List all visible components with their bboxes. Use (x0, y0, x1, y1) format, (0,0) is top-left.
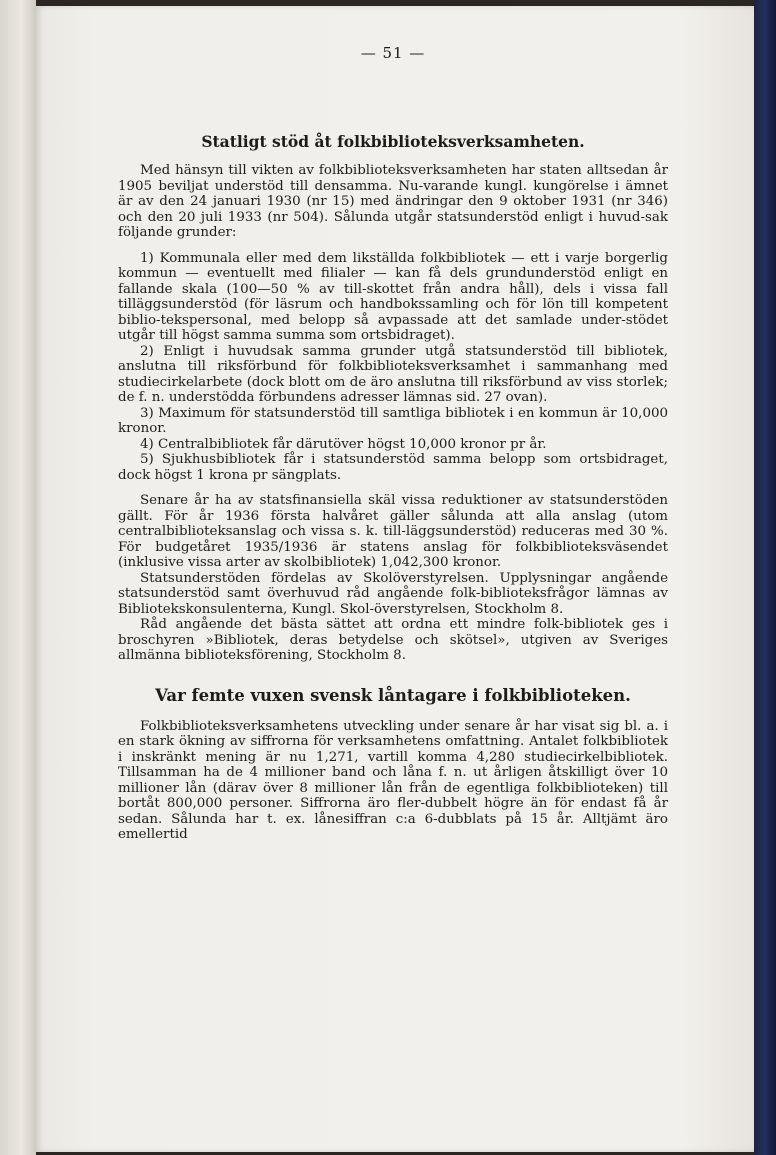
advice-paragraph: Råd angående det bästa sättet att ordna ett mindre folk-bibliotek ges i broschyren »Bibliotek, deras betydelse och skötsel», utgiven av Sveriges allmänna biblioteksförening, Stockholm 8. (118, 617, 668, 663)
facing-page-edge (0, 0, 36, 1155)
development-paragraph: Folkbiblioteksverksamhetens utveckling under senare år har visat sig bl. a. i en stark ökning av siffrorna för verksamhetens omfattning. Antalet folkbibliotek i inskränkt mening är nu 1,271, vartill komma 4,280 studiecirkelbibliotek. Tillsamman ha de 4 millioner band och låna f. n. ut årligen åtskilligt över 10 millioner lån (därav över 8 millioner lån från de egentliga folkbiblioteken) till bortåt 800,000 personer. Siffrorna äro fler-dubbelt högre än för endast få år sedan. Sålunda har t. ex. lånesiffran c:a 6-dubblats på 15 år. Alltjämt äro emellertid (118, 718, 668, 842)
section-heading-borrowers: Var femte vuxen svensk låntagare i folkbiblioteken. (155, 685, 631, 705)
book-page (36, 6, 754, 1152)
book-cover-edge (754, 0, 776, 1155)
section-heading-state-support: Statligt stöd åt folkbiblioteksverksamheten. (201, 132, 585, 151)
list-item-4: 4) Centralbibliotek får därutöver högst 10,000 kronor pr år. (140, 436, 547, 452)
intro-paragraph: Med hänsyn till vikten av folkbiblioteksverksamheten har staten alltsedan år 1905 beviljat understöd till densamma. Nu-varande kungl. kungörelse i ämnet är av den 24 januari 1930 (nr 15) med ändringar den 9 oktober 1931 (nr 346) och den 20 juli 1933 (nr 504). Sålunda utgår statsunderstöd enligt i huvud-sak följande grunder: (118, 163, 668, 240)
list-item-5: 5) Sjukhusbibliotek får i statsunderstöd samma belopp som ortsbidraget, dock högst 1 krona pr sängplats. (118, 452, 668, 483)
page-content (118, 44, 668, 843)
list-item-2: 2) Enligt i huvudsak samma grunder utgå statsunderstöd till bibliotek, anslutna till riksförbund för folkbiblioteksverksamhet i sammanhang med studiecirkelarbete (dock blott om de äro anslutna till riksförbund av viss storlek; de f. n. understödda förbundens adresser lämnas sid. 27 ovan). (118, 343, 668, 405)
reductions-paragraph: Senare år ha av statsfinansiella skäl vissa reduktioner av statsunderstöden gällt. För år 1936 första halvåret gäller sålunda att alla anslag (utom centralbiblioteksanslag och vissa s. k. till-läggsunderstöd) reduceras med 30 %. För budgetåret 1935/1936 är statens anslag för folkbiblioteksväsendet (inklusive vissa arter av skolbibliotek) 1,042,300 kronor. (118, 493, 668, 570)
list-item-3: 3) Maximum för statsunderstöd till samtliga bibliotek i en kommun är 10,000 kronor. (118, 405, 668, 436)
page-number: — 51 — (360, 44, 426, 62)
distribution-paragraph: Statsunderstöden fördelas av Skolöverstyrelsen. Upplysningar angående statsunderstöd samt överhuvud råd angående folk-biblioteksfrågor lämnas av Bibliotekskonsulenterna, Kungl. Skol-överstyrelsen, Stockholm 8. (118, 570, 668, 617)
list-item-1: 1) Kommunala eller med dem likställda folkbibliotek — ett i varje borgerlig kommun — eventuellt med filialer — kan få dels grundunderstöd enligt en fallande skala (100—50 % av till-skottet från andra håll), dels i vissa fall tilläggsunderstöd (för läsrum och handbokssamling och för lön till kompetent biblio-tekspersonal, med belopp så avpassade att det samlade under-stödet utgår till högst samma summa som ortsbidraget). (118, 250, 668, 343)
